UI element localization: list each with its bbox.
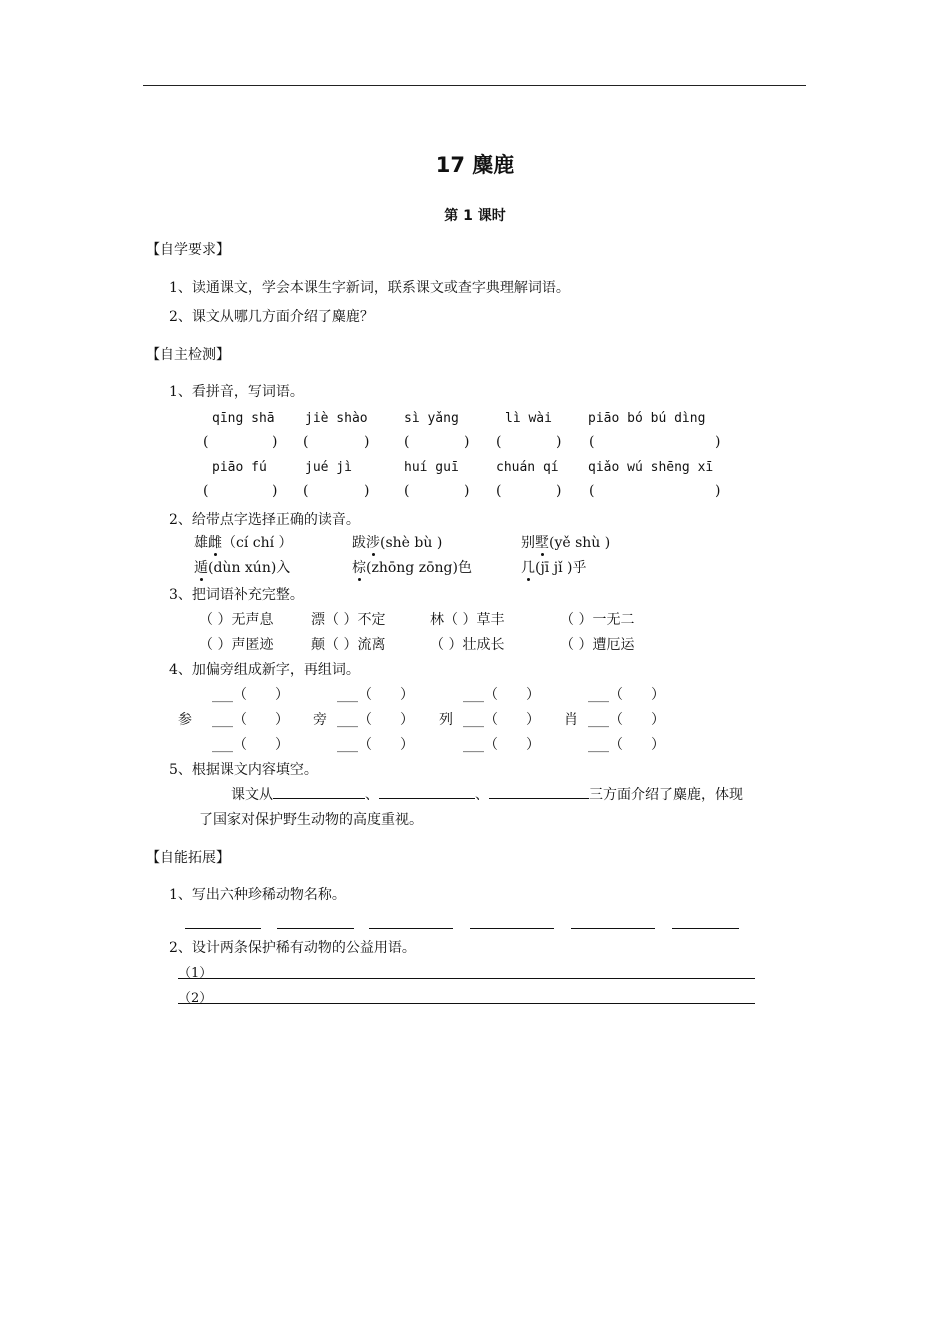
root-char: 旁	[313, 712, 327, 728]
idiom-blank: 颠（ ）流离	[311, 637, 386, 653]
animal-name-blank[interactable]	[571, 928, 655, 929]
answer-paren-open: (	[203, 483, 209, 499]
q1-label: 1、看拼音，写词语。	[169, 384, 304, 400]
answer-paren-open: (	[203, 434, 209, 450]
q5-continuation: 了国家对保护野生动物的高度重视。	[199, 812, 423, 828]
pinyin-item: lì wài	[505, 411, 552, 426]
q5-fill-line: 课文从 、 、 三方面介绍了麋鹿，体现	[231, 787, 743, 803]
root-char: 列	[439, 712, 453, 728]
q2-item-f: 几(jī jǐ )乎	[521, 557, 586, 577]
answer-paren-close: )	[364, 483, 370, 499]
answer-paren-open: (	[589, 483, 595, 499]
animal-name-blank[interactable]	[369, 928, 453, 929]
radical-blank: ___（ ）	[337, 687, 414, 703]
q5-label: 5、根据课文内容填空。	[169, 762, 318, 778]
pinyin-item: piāo bó bú dìng	[588, 411, 706, 426]
q3-label: 3、把词语补充完整。	[169, 587, 304, 603]
radical-blank: ___（ ）	[588, 737, 665, 753]
radical-blank: ___（ ）	[588, 687, 665, 703]
idiom-blank: （ ）遭厄运	[560, 637, 635, 653]
answer-paren-open: (	[496, 434, 502, 450]
page-title: 17 麋鹿	[435, 153, 515, 177]
pinyin-item: qiǎo wú shēng xī	[588, 460, 714, 475]
pinyin-item: qīng shā	[212, 411, 275, 426]
answer-paren-open: (	[303, 483, 309, 499]
root-char: 肖	[564, 712, 578, 728]
fill-blank[interactable]	[273, 786, 365, 799]
root-char: 参	[178, 712, 192, 728]
idiom-blank: （ ）声匿迹	[199, 637, 274, 653]
q2-item-e: 棕(zhōng zōng)色	[352, 557, 472, 577]
slogan-2-line[interactable]	[178, 1003, 755, 1004]
idiom-blank: 林（ ）草丰	[430, 612, 505, 628]
radical-blank: ___（ ）	[463, 712, 540, 728]
answer-paren-close: )	[272, 483, 278, 499]
requirement-2: 2、课文从哪几方面介绍了麋鹿？	[169, 309, 374, 325]
animal-name-blank[interactable]	[672, 928, 739, 929]
q2-item-d: 遁(dùn xún)入	[194, 557, 290, 577]
q2-item-a: 雄雌（cí chí ）	[194, 532, 293, 552]
answer-paren-close: )	[364, 434, 370, 450]
slogan-1-label: （1）	[178, 966, 213, 981]
radical-blank: ___（ ）	[337, 712, 414, 728]
idiom-blank: 漂（ ）不定	[311, 612, 386, 628]
answer-paren-close: )	[556, 483, 562, 499]
ext-q2-label: 2、设计两条保护稀有动物的公益用语。	[169, 940, 416, 956]
pinyin-item: huí guī	[404, 460, 459, 475]
q2-item-c: 别墅(yě shù )	[521, 532, 610, 552]
idiom-blank: （ ）无声息	[199, 612, 274, 628]
section-heading-self-check: 【自主检测】	[146, 347, 230, 363]
ext-q1-label: 1、写出六种珍稀动物名称。	[169, 887, 346, 903]
pinyin-item: jiè shào	[305, 411, 368, 426]
radical-blank: ___（ ）	[212, 687, 289, 703]
answer-paren-open: (	[404, 483, 410, 499]
radical-blank: ___（ ）	[588, 712, 665, 728]
fill-blank[interactable]	[379, 786, 475, 799]
answer-paren-close: )	[715, 483, 721, 499]
slogan-2-label: （2）	[178, 991, 213, 1006]
q2-label: 2、给带点字选择正确的读音。	[169, 512, 360, 528]
answer-paren-open: (	[303, 434, 309, 450]
pinyin-item: piāo fú	[212, 460, 267, 475]
pinyin-item: sì yǎng	[404, 411, 459, 426]
requirement-1: 1、读通课文，学会本课生字新词，联系课文或查字典理解词语。	[169, 280, 570, 296]
fill-blank[interactable]	[489, 786, 589, 799]
radical-blank: ___（ ）	[463, 687, 540, 703]
answer-paren-close: )	[715, 434, 721, 450]
answer-paren-close: )	[272, 434, 278, 450]
lesson-subtitle: 第 1 课时	[444, 208, 506, 224]
radical-blank: ___（ ）	[337, 737, 414, 753]
animal-name-blank[interactable]	[470, 928, 554, 929]
answer-paren-open: (	[496, 483, 502, 499]
header-rule	[143, 85, 806, 86]
section-heading-self-study: 【自学要求】	[146, 242, 230, 258]
radical-blank: ___（ ）	[463, 737, 540, 753]
answer-paren-open: (	[404, 434, 410, 450]
answer-paren-close: )	[464, 434, 470, 450]
radical-blank: ___（ ）	[212, 712, 289, 728]
pinyin-item: chuán qí	[496, 460, 559, 475]
answer-paren-close: )	[556, 434, 562, 450]
idiom-blank: （ ）一无二	[560, 612, 635, 628]
idiom-blank: （ ）壮成长	[430, 637, 505, 653]
q2-item-b: 跋涉(shè bù )	[352, 532, 442, 552]
answer-paren-close: )	[464, 483, 470, 499]
answer-paren-open: (	[589, 434, 595, 450]
q4-label: 4、加偏旁组成新字，再组词。	[169, 662, 360, 678]
slogan-1-line[interactable]	[178, 978, 755, 979]
pinyin-item: jué jì	[305, 460, 352, 475]
animal-name-blank[interactable]	[185, 928, 261, 929]
section-heading-extension: 【自能拓展】	[146, 850, 230, 866]
animal-name-blank[interactable]	[277, 928, 354, 929]
radical-blank: ___（ ）	[212, 737, 289, 753]
